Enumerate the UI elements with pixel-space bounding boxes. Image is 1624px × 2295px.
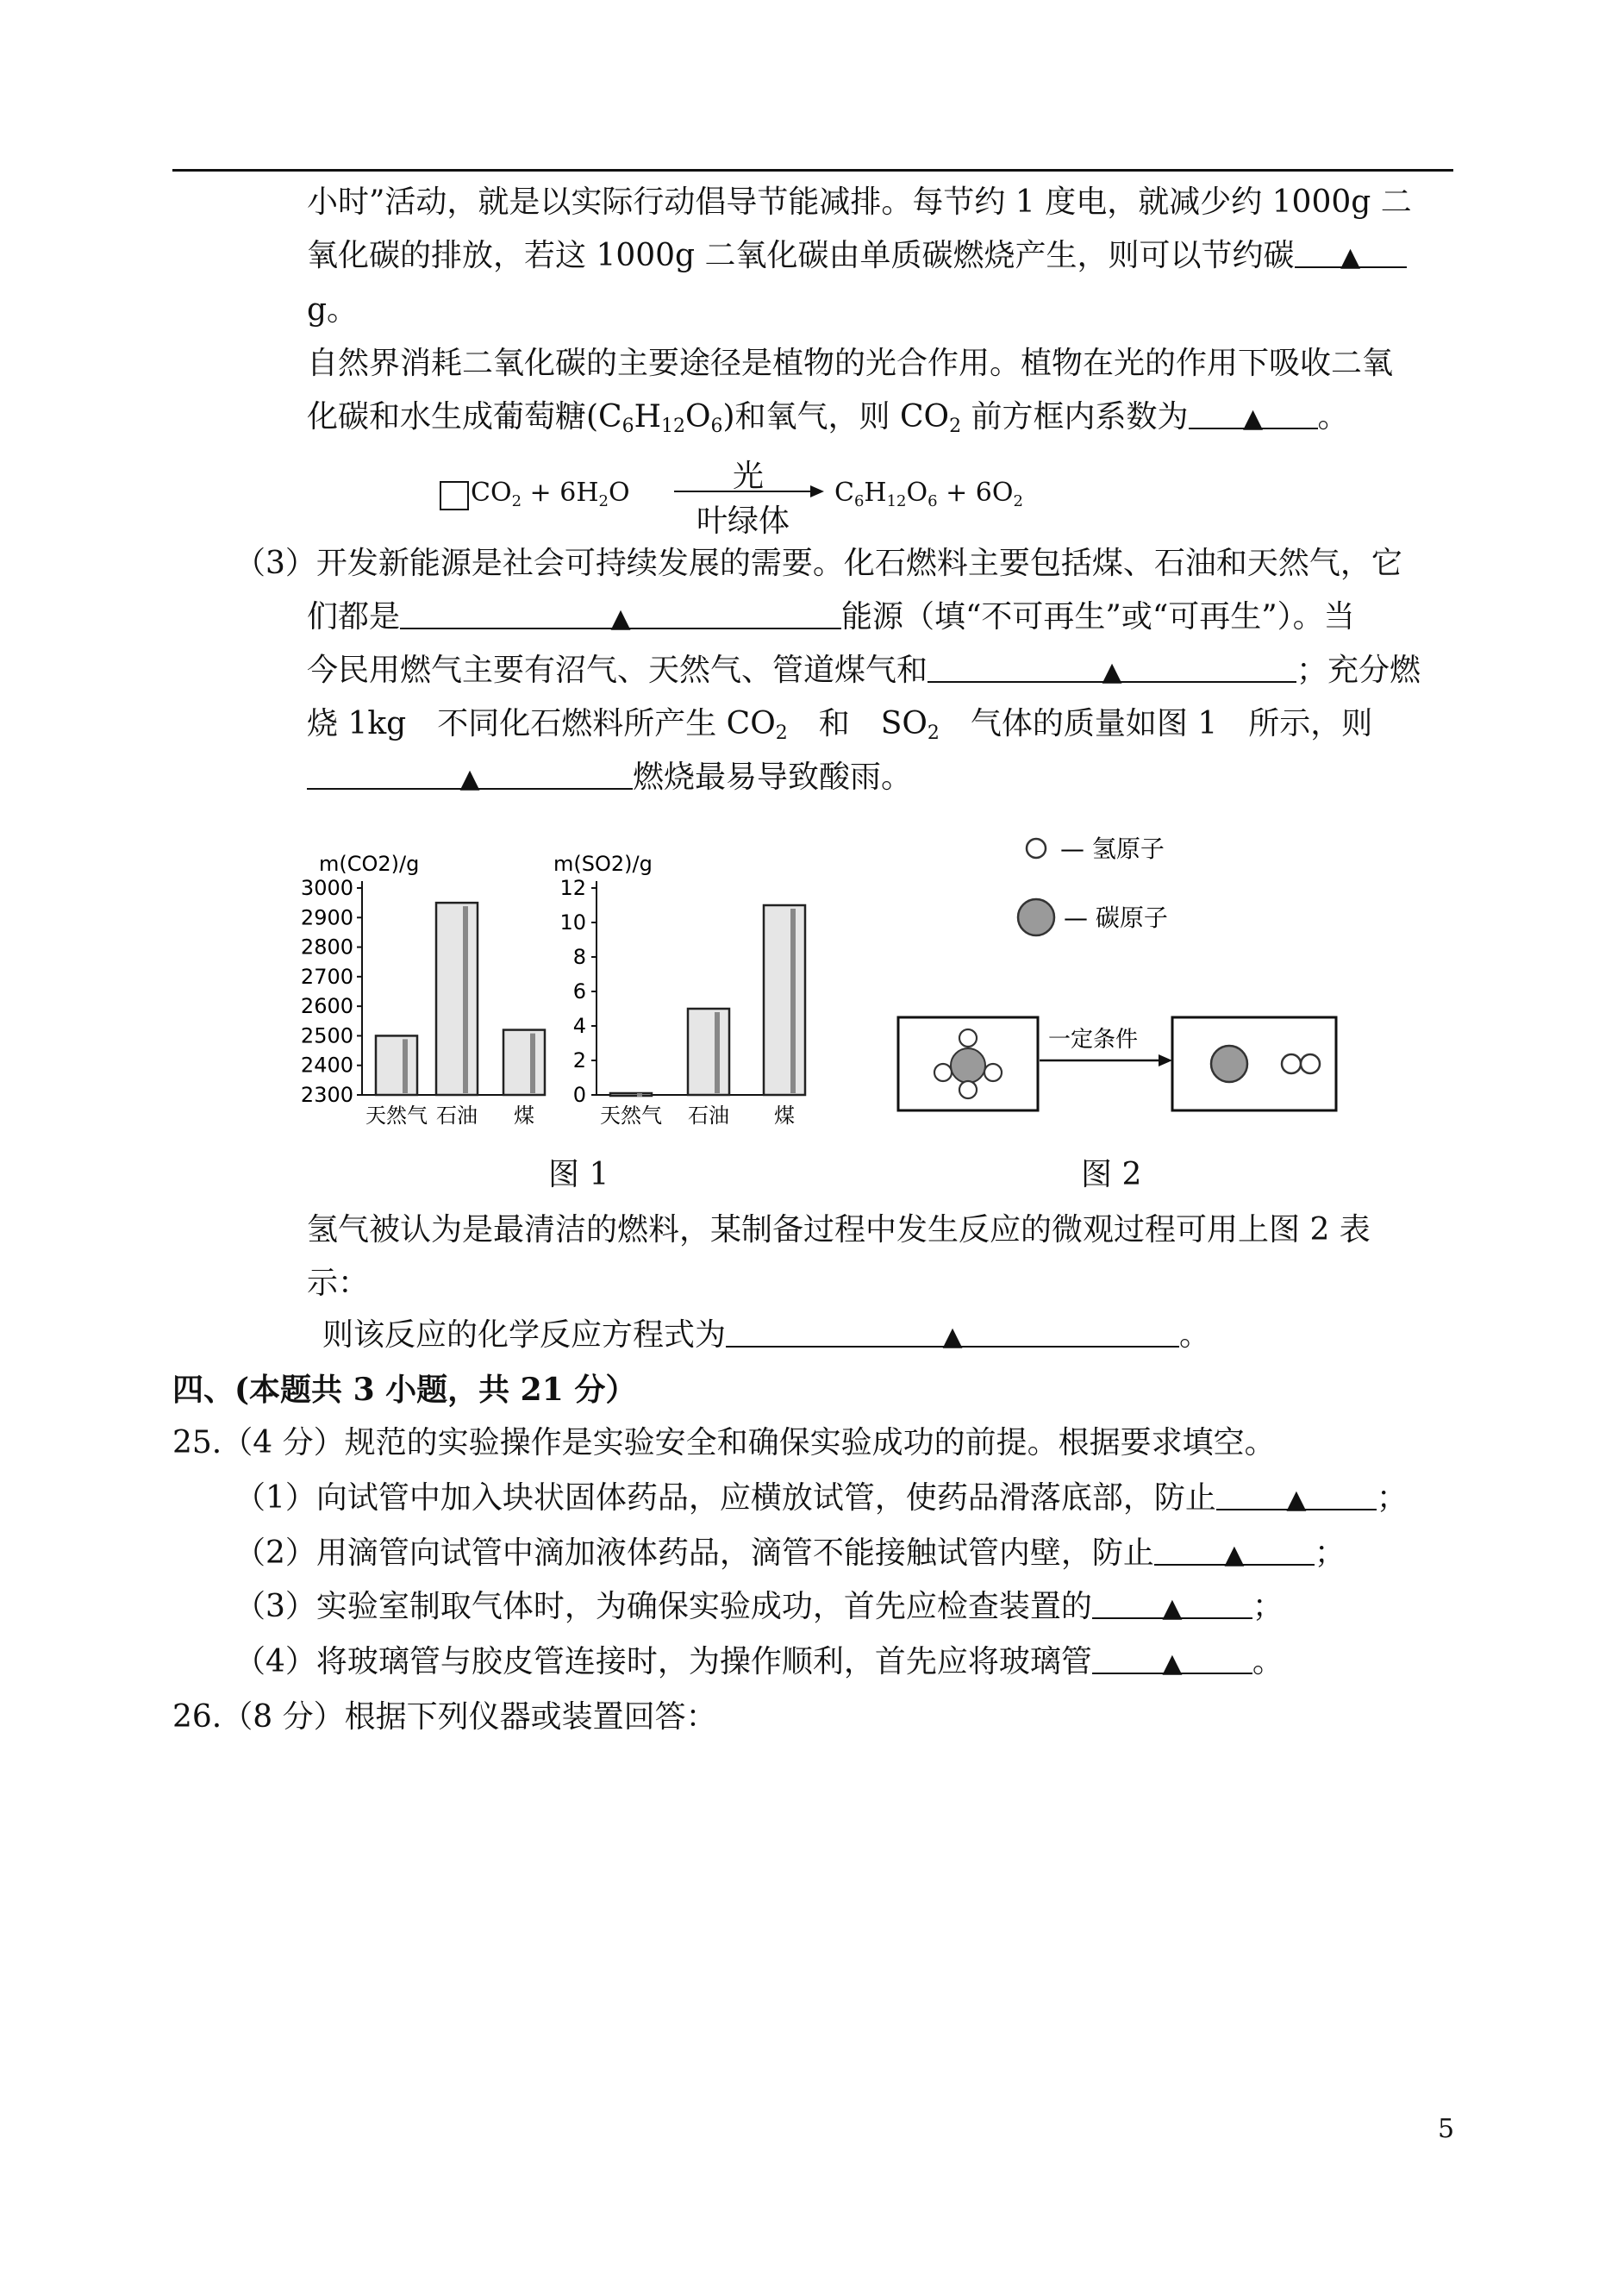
text-line: （3）开发新能源是社会可持续发展的需要。化石燃料主要包括煤、石油和天然气，它 [234, 546, 1402, 581]
y-tick-label: 0 [572, 1083, 586, 1107]
text-line [307, 652, 1421, 690]
text-span: 6H [559, 478, 599, 508]
text-span: （4）将玻璃管与胶皮管连接时，为操作顺利，首先应将玻璃管 [234, 1644, 1092, 1679]
co2-chart [301, 852, 545, 1128]
text-span: + [522, 478, 560, 508]
so2-chart [553, 852, 805, 1128]
text-line: 自然界消耗二氧化碳的主要途径是植物的光合作用。植物在光的作用下吸收二氧 [307, 346, 1394, 381]
answer-blank[interactable] [928, 652, 1296, 687]
text-span: 。 [1252, 1644, 1284, 1679]
text-line [307, 237, 1407, 275]
y-tick-label: 2900 [300, 905, 353, 930]
subscript: 2 [1013, 492, 1023, 510]
y-tick-label: 2600 [300, 994, 353, 1019]
methane-hydrogen-atom [984, 1064, 1002, 1081]
blank-marker: ▲ [1102, 657, 1122, 687]
blank-marker: ▲ [942, 1322, 963, 1352]
hydrogen-legend-icon [1027, 839, 1046, 858]
answer-blank[interactable] [1189, 398, 1318, 434]
blank-marker: ▲ [1286, 1485, 1307, 1515]
arrow-label-bottom: 叶绿体 [696, 503, 790, 539]
answer-blank[interactable] [1154, 1535, 1315, 1570]
question-25-4 [234, 1643, 1284, 1681]
header-rule [172, 169, 1453, 172]
text-span: 能源（填“不可再生”或“可再生”）。当 [841, 599, 1355, 635]
text-span: 燃烧最易导致酸雨。 [633, 760, 913, 795]
category-label: 石油 [436, 1104, 478, 1128]
question-25: 25.（4 分）规范的实验操作是实验安全和确保实验成功的前提。根据要求填空。 [172, 1425, 1276, 1460]
text-span: C [834, 478, 854, 508]
question-25-1 [234, 1479, 1408, 1517]
text-span: ； [1376, 1480, 1408, 1516]
blank-marker: ▲ [1224, 1540, 1245, 1570]
subscript: 2 [927, 722, 940, 744]
text-span: + [937, 478, 976, 508]
answer-blank[interactable] [1295, 237, 1407, 272]
legend-carbon-label: — 碳原子 [1064, 904, 1168, 932]
figure-1-charts [293, 828, 828, 1147]
text-span: H [634, 399, 661, 435]
bar [503, 1030, 545, 1095]
text-span: 化碳和水生成葡萄糖(C [307, 399, 622, 435]
subscript: 2 [598, 492, 609, 510]
text-span: 。 [1179, 1317, 1211, 1353]
y-tick-label: 3000 [300, 876, 353, 900]
text-span: ；充分燃 [1296, 653, 1421, 688]
text-line: 示： [307, 1266, 370, 1301]
text-span: O [685, 399, 711, 435]
question-25-3 [234, 1588, 1284, 1626]
text-line: 小时”活动，就是以实际行动倡导节能减排。每节约 1 度电，就减少约 1000g 二 [307, 184, 1412, 220]
answer-blank[interactable] [726, 1316, 1179, 1352]
text-line [307, 598, 1355, 636]
reactants [471, 476, 630, 519]
text-span: )和氧气，则 CO [722, 399, 950, 435]
text-span: （3）实验室制取气体时，为确保实验成功，首先应检查装置的 [234, 1589, 1092, 1624]
text-span: 。 [1317, 399, 1349, 435]
product-carbon-atom [1211, 1046, 1247, 1082]
methane-hydrogen-atom [959, 1081, 977, 1098]
carbon-legend-icon [1018, 899, 1054, 935]
text-line: 氢气被认为是最清洁的燃料，某制备过程中发生反应的微观过程可用上图 2 表 [307, 1212, 1371, 1248]
subscript: 2 [511, 492, 522, 510]
y-tick-label: 4 [572, 1014, 586, 1038]
blank-marker: ▲ [1340, 242, 1361, 272]
blank-marker: ▲ [610, 603, 631, 634]
text-line [307, 759, 912, 797]
arrow-condition-label: 一定条件 [1048, 1027, 1139, 1053]
question-26: 26.（8 分）根据下列仪器或装置回答： [172, 1699, 717, 1735]
bar [688, 1009, 729, 1095]
y-tick-label: 12 [559, 876, 586, 900]
text-span: O [906, 478, 928, 508]
text-span: （2）用滴管向试管中滴加液体药品，滴管不能接触试管内壁，防止 [234, 1535, 1154, 1571]
subscript: 2 [775, 722, 788, 744]
y-axis-label: m(SO2)/g [553, 852, 653, 876]
answer-blank[interactable] [1092, 1643, 1252, 1679]
bar [376, 1035, 417, 1095]
y-tick-label: 2 [572, 1048, 586, 1072]
subscript: 6 [710, 416, 723, 437]
products [834, 476, 1023, 519]
text-span: 今民用燃气主要有沼气、天然气、管道煤气和 [307, 653, 928, 688]
text-span: 前方框内系数为 [961, 399, 1189, 435]
figure-1-caption: 图 1 [548, 1157, 609, 1192]
y-axis-label: m(CO2)/g [319, 852, 420, 876]
text-line [307, 398, 1349, 446]
y-tick-label: 2700 [300, 964, 353, 989]
text-span: CO [471, 478, 512, 508]
question-25-2 [234, 1535, 1346, 1573]
bar [610, 1093, 652, 1096]
methane-hydrogen-atom [934, 1064, 952, 1081]
blank-marker: ▲ [459, 764, 480, 794]
text-line: g。 [307, 292, 359, 328]
page-number: 5 [1438, 2114, 1455, 2144]
product-hydrogen-atom [1282, 1054, 1301, 1073]
text-span: ； [1252, 1589, 1284, 1624]
subscript: 6 [621, 416, 634, 437]
arrow-label-top: 光 [732, 459, 764, 494]
category-label: 煤 [514, 1104, 534, 1128]
text-line [307, 705, 1372, 753]
figure-2-caption: 图 2 [1081, 1157, 1142, 1192]
answer-blank[interactable] [307, 759, 633, 794]
blank-marker: ▲ [1242, 403, 1264, 434]
methane-carbon-atom [951, 1048, 985, 1083]
bar [436, 903, 478, 1095]
answer-blank[interactable] [1216, 1479, 1377, 1515]
blank-marker: ▲ [1162, 1648, 1183, 1679]
photosynthesis-equation [440, 459, 1043, 539]
product-hydrogen-atom [1301, 1054, 1320, 1073]
category-label: 煤 [774, 1104, 795, 1128]
text-span: 烧 1kg 不同化石燃料所产生 CO [307, 706, 776, 741]
text-span: H [864, 478, 887, 508]
text-span: ； [1314, 1535, 1346, 1571]
text-span: （1）向试管中加入块状固体药品，应横放试管，使药品滑落底部，防止 [234, 1480, 1216, 1516]
text-span: 们都是 [307, 599, 401, 635]
category-label: 天然气 [600, 1104, 662, 1128]
subscript: 2 [949, 416, 962, 437]
answer-blank[interactable] [400, 598, 841, 634]
subscript: 12 [886, 492, 907, 510]
text-span: O [608, 478, 630, 508]
y-tick-label: 2800 [300, 935, 353, 960]
subscript: 12 [661, 416, 685, 437]
bar [764, 905, 805, 1095]
text-span: 则该反应的化学反应方程式为 [322, 1317, 727, 1353]
subscript: 6 [853, 492, 865, 510]
category-label: 天然气 [365, 1104, 428, 1128]
blank-marker: ▲ [1162, 1593, 1183, 1623]
category-label: 石油 [688, 1104, 729, 1128]
subscript: 6 [928, 492, 938, 510]
legend-hydrogen-label: — 氢原子 [1060, 835, 1165, 863]
y-tick-label: 2400 [300, 1053, 353, 1078]
arrow-head-icon [1159, 1054, 1172, 1066]
text-line [322, 1316, 1210, 1354]
answer-blank[interactable] [1092, 1588, 1252, 1623]
coefficient-box[interactable] [440, 481, 469, 510]
methane-hydrogen-atom [959, 1029, 977, 1047]
text-span: 和 SO [787, 706, 928, 741]
text-span: 气体的质量如图 1 所示，则 [939, 706, 1373, 741]
y-tick-label: 2500 [300, 1023, 353, 1048]
y-tick-label: 10 [559, 910, 586, 935]
section-heading: 四、(本题共 3 小题，共 21 分） [172, 1372, 637, 1408]
y-tick-label: 6 [572, 979, 586, 1004]
y-tick-label: 8 [572, 945, 586, 969]
figure-2-diagram [888, 828, 1371, 1138]
text-span: 氧化碳的排放，若这 1000g 二氧化碳由单质碳燃烧产生，则可以节约碳 [307, 238, 1295, 273]
y-tick-label: 2300 [300, 1083, 353, 1107]
text-span: 6O [975, 478, 1014, 508]
